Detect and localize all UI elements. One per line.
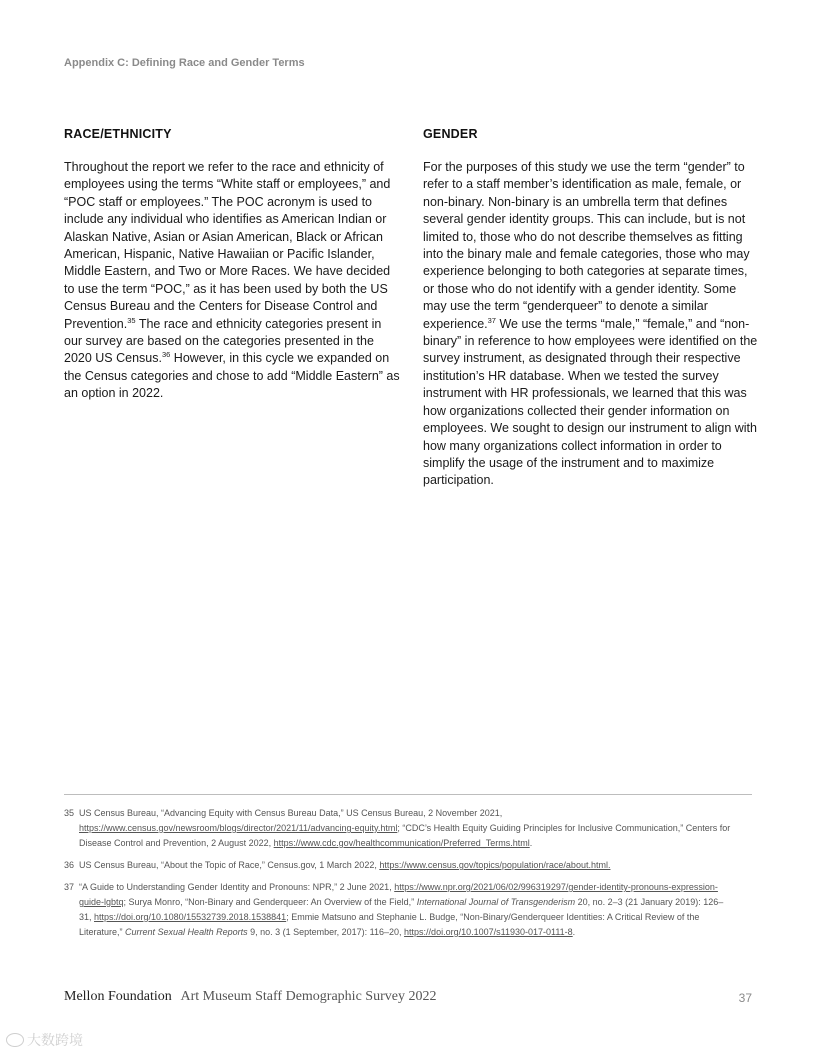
footnote-37 (64, 880, 734, 940)
footnote-link[interactable]: https://doi.org/10.1080/15532739.2018.1538841 (94, 912, 287, 922)
gender-paragraph (423, 159, 759, 490)
footnote-link[interactable]: https://www.npr.org/2021/06/02/996319297/gender-identity-pronouns-expression-guide-lgbtq (79, 882, 718, 907)
gender-text-1: For the purposes of this study we use the term “gender” to refer to a staff member’s identification as male, female, or non-binary. Non-binary is an umbrella term that defines several gender identity groups. This can include, but is not limited to, those who do not describe themselves as fitting into the binary male and female categories, those who may experience belonging to both categories at separate times, or those who do not identify with a gender identity. Some may use the term “genderqueer” to denote a similar experience. (423, 160, 750, 331)
footnote-link[interactable]: https://www.cdc.gov/healthcommunication/Preferred_Terms.html (273, 838, 530, 848)
footnote-text: 9, no. 3 (1 September, 2017): 116–20, (247, 927, 405, 937)
footnote-text: ; Emmie Matsuno and Stephanie L. Budge, “Non-Binary/Genderqueer Identities: A Critical Review of the Literature,” (79, 912, 700, 937)
footnote-number: 36 (64, 860, 75, 870)
watermark-text: 大数跨境 (27, 1033, 83, 1049)
appendix-title: Appendix C: Defining Race and Gender Terms (64, 57, 305, 69)
race-text-3: However, in this cycle we expanded on the Census categories and chose to add “Middle Eastern” as an option in 2022. (64, 351, 400, 401)
race-text-2: The race and ethnicity categories present in our survey are based on the categories presented in the 2020 US Census. (64, 316, 382, 366)
footnotes (64, 806, 734, 947)
footnote-text: “A Guide to Understanding Gender Identity and Pronouns: NPR,” 2 June 2021, (79, 882, 395, 892)
watermark (6, 1030, 83, 1050)
footnote-text: US Census Bureau, “About the Topic of Race,” Census.gov, 1 March 2022, (79, 860, 380, 870)
footnote-journal-title: International Journal of Transgenderism (416, 897, 576, 907)
footnote-text: . (572, 927, 576, 937)
race-ethnicity-paragraph (64, 159, 400, 403)
watermark-logo-icon (6, 1033, 24, 1047)
footnote-link[interactable]: https://doi.org/10.1007/s11930-017-0111-8 (404, 927, 573, 937)
footnote-35 (64, 806, 734, 851)
race-ethnicity-section (64, 127, 400, 403)
footnote-number: 37 (64, 882, 75, 892)
footnote-journal-title: Current Sexual Health Reports (125, 927, 248, 937)
footnote-divider (64, 794, 752, 795)
footnote-ref-35[interactable]: 35 (127, 315, 136, 325)
footnote-number: 35 (64, 808, 75, 818)
page-number: 37 (738, 991, 752, 1005)
footnote-36 (64, 858, 734, 873)
gender-section (423, 127, 759, 490)
race-ethnicity-heading: RACE/ETHNICITY (64, 127, 172, 141)
footnote-link[interactable]: https://www.census.gov/newsroom/blogs/director/2021/11/advancing-equity.html (79, 823, 398, 833)
race-text-1: Throughout the report we refer to the race and ethnicity of employees using the terms “White staff or employees,” and “POC staff or employees.” The POC acronym is used to include any individual who identifies as American Indian or Alaskan Native, Asian or Asian American, Black or African American, Hispanic, Native Hawaiian or Pacific Islander, Middle Eastern, and Two or More Races. We have decided to use the term “POC,” as it has been used by both the US Census Bureau and the Centers for Disease Control and Prevention. (64, 160, 391, 331)
footnote-text: ; “CDC’s Health Equity Guiding Principles for Inclusive Communication,” Centers for Disease Control and Prevention, 2 August 2022, (79, 823, 731, 848)
page-footer (64, 989, 436, 1005)
footnote-ref-36[interactable]: 36 (161, 350, 171, 360)
footer-report-title: Art Museum Staff Demographic Survey 2022 (180, 989, 437, 1004)
footnote-text: ; Surya Monro, “Non-Binary and Genderqueer: An Overview of the Field,” (123, 897, 417, 907)
footnote-text: US Census Bureau, “Advancing Equity with Census Bureau Data,” US Census Bureau, 2 November 2021, (79, 808, 503, 818)
gender-heading: GENDER (423, 127, 478, 141)
footnote-ref-37[interactable]: 37 (487, 315, 496, 325)
gender-text-2: We use the terms “male,” “female,” and “non-binary” in reference to how employees were identified on the survey instrument, as designated through their respective institution’s HR database. When we tested the survey instrument with HR professionals, we learned that this was how organizations collected their gender information on employees. We sought to design our instrument to align with how many organizations collect information in order to simplify the usage of the instrument and to maximize participation. (423, 316, 758, 488)
footnote-text: 20, no. 2–3 (21 January 2019): 126–31, (79, 897, 724, 922)
footer-organization: Mellon Foundation (64, 989, 172, 1004)
footnote-text: . (529, 838, 533, 848)
footnote-link[interactable]: https://www.census.gov/topics/population/race/about.html. (379, 860, 611, 870)
